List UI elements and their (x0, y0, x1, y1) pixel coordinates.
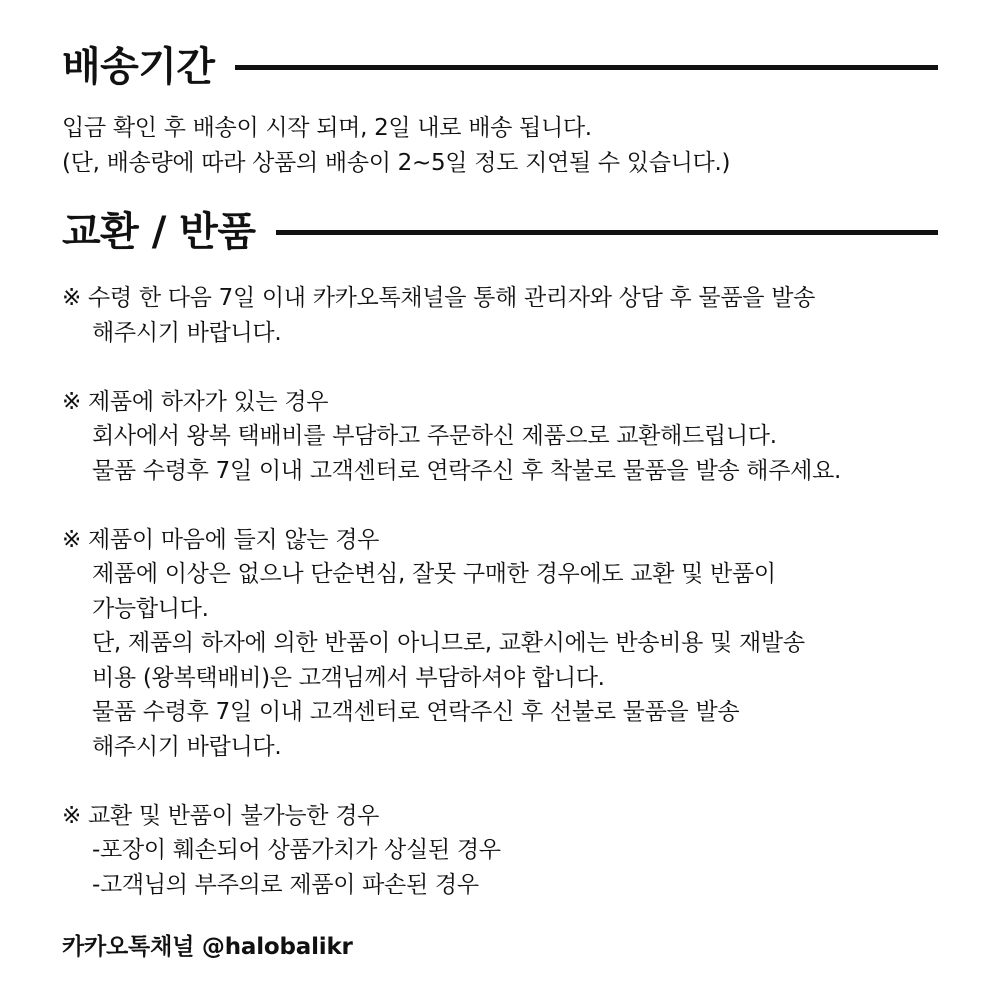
note-line: -고객님의 부주의로 제품이 파손된 경우 (92, 871, 479, 898)
shipping-line: 입금 확인 후 배송이 시작 되며, 2일 내로 배송 됩니다. (62, 115, 592, 141)
shipping-text (62, 111, 960, 180)
kakao-channel-handle: 카카오톡채널 @halobalikr (62, 934, 353, 960)
note-heading: ※ 교환 및 반품이 불가능한 경우 (62, 802, 380, 829)
exchange-section-header (62, 209, 938, 255)
note-line: 가능합니다. (92, 595, 209, 622)
note-not-allowed (62, 799, 960, 903)
note-heading: ※ 제품에 하자가 있는 경우 (62, 388, 329, 415)
note-period (62, 281, 960, 350)
note-line: 해주시기 바랍니다. (92, 319, 282, 346)
exchange-notes (62, 281, 960, 937)
note-line: 물품 수령후 7일 이내 고객센터로 연락주신 후 착불로 물품을 발송 해주세요. (92, 457, 841, 484)
note-defect (62, 385, 960, 489)
note-line: -포장이 훼손되어 상품가치가 상실된 경우 (92, 837, 501, 863)
note-line: 회사에서 왕복 택배비를 부담하고 주문하신 제품으로 교환해드립니다. (92, 423, 777, 449)
shipping-title: 배송기간 (62, 44, 215, 90)
note-heading: ※ 수령 한 다음 7일 이내 카카오톡채널을 통해 관리자와 상담 후 물품을 발송 (62, 285, 816, 311)
note-line: 제품에 이상은 없으나 단순변심, 잘못 구매한 경우에도 교환 및 반품이 (92, 561, 776, 587)
shipping-line: (단, 배송량에 따라 상품의 배송이 2~5일 정도 지연될 수 있습니다.) (62, 149, 731, 176)
note-line: 단, 제품의 하자에 의한 반품이 아니므로, 교환시에는 반송비용 및 재발송 (92, 630, 805, 656)
note-heading: ※ 제품이 마음에 들지 않는 경우 (62, 526, 380, 553)
note-line: 물품 수령후 7일 이내 고객센터로 연락주신 후 선불로 물품을 발송 (92, 699, 740, 725)
shipping-title-rule (235, 65, 938, 70)
note-line: 비용 (왕복택배비)은 고객님께서 부담하셔야 합니다. (92, 664, 605, 691)
exchange-title-rule (276, 230, 938, 235)
shipping-section-header (62, 44, 938, 90)
note-line: 해주시기 바랍니다. (92, 733, 282, 760)
note-change-of-mind (62, 523, 960, 765)
exchange-title: 교환 / 반품 (62, 209, 256, 255)
